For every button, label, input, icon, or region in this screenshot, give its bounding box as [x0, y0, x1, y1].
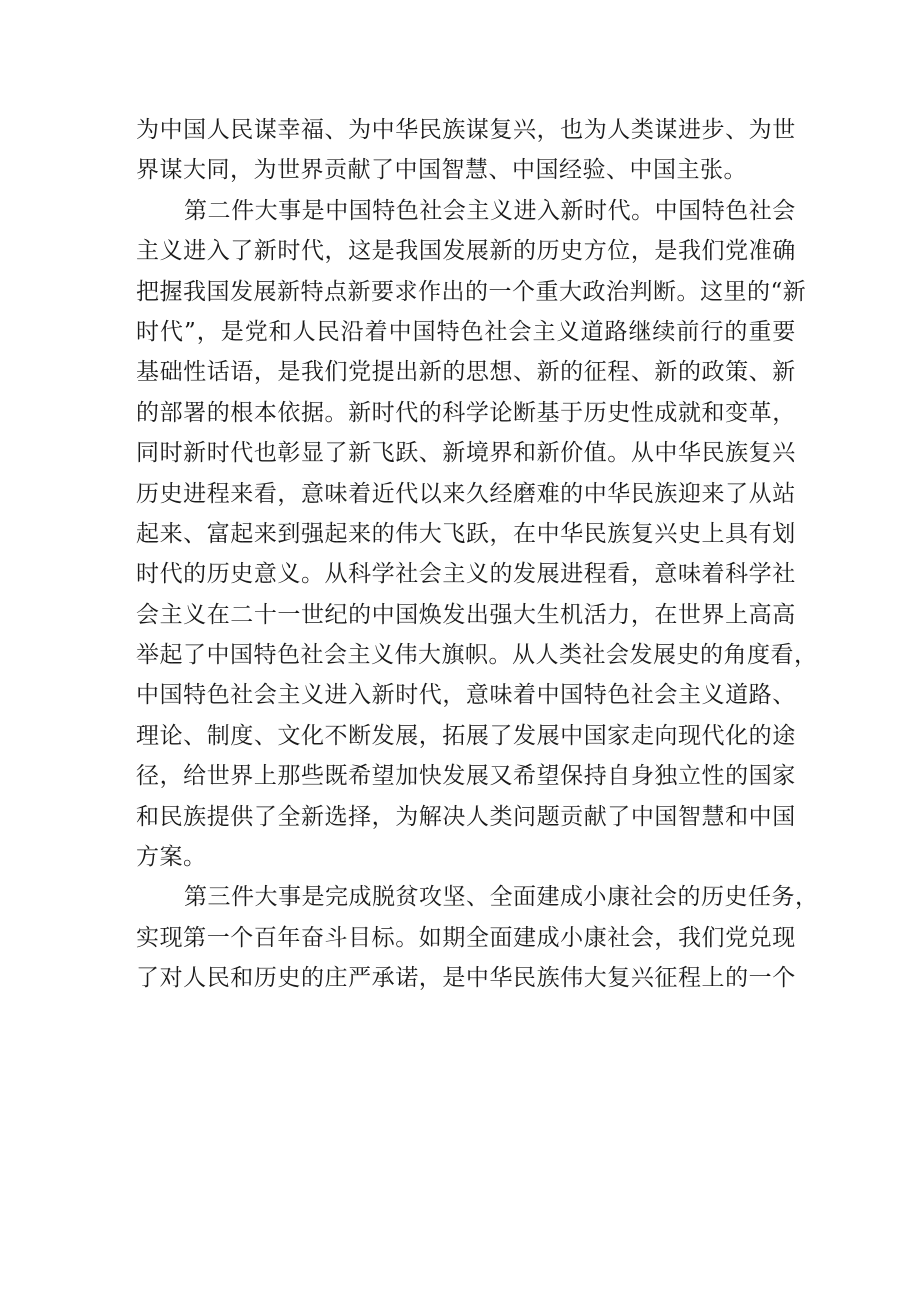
- text-line: 会 主 义 在 二 十 一 世 纪 的 中 国 焕 发 出 强 大 生 机 活 力 ， 在 世 界 上 高 高: [136, 601, 796, 628]
- text-line: 的 部 署 的 根 本 依 据 。 新 时 代 的 科 学 论 断 基 于 历 史 性 成 就 和 变 革 ，: [136, 399, 796, 426]
- text-line: 时 代 ” ， 是 党 和 人 民 沿 着 中 国 特 色 社 会 主 义 道 路 继 续 前 行 的 重 要: [136, 318, 796, 345]
- text-line: 界谋大同，为世界贡献了中国智慧、中国经验、中国主张。: [136, 157, 747, 184]
- text-line: 同 时 新 时 代 也 彰 显 了 新 飞 跃 、 新 境 界 和 新 价 值 。 从 中 华 民 族 复 兴: [136, 440, 796, 467]
- text-line: 为 中 国 人 民 谋 幸 福 、 为 中 华 民 族 谋 复 兴 ， 也 为 人 类 谋 进 步 、 为 世: [136, 117, 796, 143]
- text-line: 时 代 的 历 史 意 义 。 从 科 学 社 会 主 义 的 发 展 进 程 看 ， 意 味 着 科 学 社: [136, 561, 796, 588]
- text-line: 和 民 族 提 供 了 全 新 选 择 ， 为 解 决 人 类 问 题 贡 献 了 中 国 智 慧 和 中 国: [136, 803, 796, 830]
- text-line: 起 来 、 富 起 来 到 强 起 来 的 伟 大 飞 跃 ， 在 中 华 民 族 复 兴 史 上 具 有 划: [136, 520, 796, 547]
- body-text: [136, 110, 819, 999]
- text-line: 实 现 第 一 个 百 年 奋 斗 目 标 。 如 期 全 面 建 成 小 康 社 会 ， 我 们 党 兑 现: [136, 924, 796, 951]
- text-line: 举 起 了 中 国 特 色 社 会 主 义 伟 大 旗 帜 。 从 人 类 社 会 发 展 史 的 角 度 看 ，: [136, 642, 818, 669]
- text-line: 理 论 、 制 度 、 文 化 不 断 发 展 ， 拓 展 了 发 展 中 国 家 走 向 现 代 化 的 途: [136, 722, 796, 749]
- text-line: 第 三 件 大 事 是 完 成 脱 贫 攻 坚 、 全 面 建 成 小 康 社 会 的 历 史 任 务 ，: [184, 884, 819, 911]
- text-line: 第 二 件 大 事 是 中 国 特 色 社 会 主 义 进 入 新 时 代 。 中 国 特 色 社 会: [184, 197, 796, 224]
- text-line: 历 史 进 程 来 看 ， 意 味 着 近 代 以 来 久 经 磨 难 的 中 华 民 族 迎 来 了 从 站: [136, 480, 796, 507]
- text-line: 中 国 特 色 社 会 主 义 进 入 新 时 代 ， 意 味 着 中 国 特 色 社 会 主 义 道 路 、: [136, 682, 796, 709]
- text-line: 主 义 进 入 了 新 时 代 ， 这 是 我 国 发 展 新 的 历 史 方 位 ， 是 我 们 党 准 确: [136, 238, 796, 265]
- text-line: 方案。: [136, 844, 207, 871]
- text-line: 了 对 人 民 和 历 史 的 庄 严 承 诺 ， 是 中 华 民 族 伟 大 复 兴 征 程 上 的 一 个: [136, 965, 796, 992]
- text-line: 径 ， 给 世 界 上 那 些 既 希 望 加 快 发 展 又 希 望 保 持 自 身 独 立 性 的 国 家: [136, 763, 796, 790]
- text-line: 把 握 我 国 发 展 新 特 点 新 要 求 作 出 的 一 个 重 大 政 治 判 断 。 这 里 的 “ 新: [136, 278, 807, 305]
- text-line: 基 础 性 话 语 ， 是 我 们 党 提 出 新 的 思 想 、 新 的 征 程 、 新 的 政 策 、 新: [136, 359, 796, 386]
